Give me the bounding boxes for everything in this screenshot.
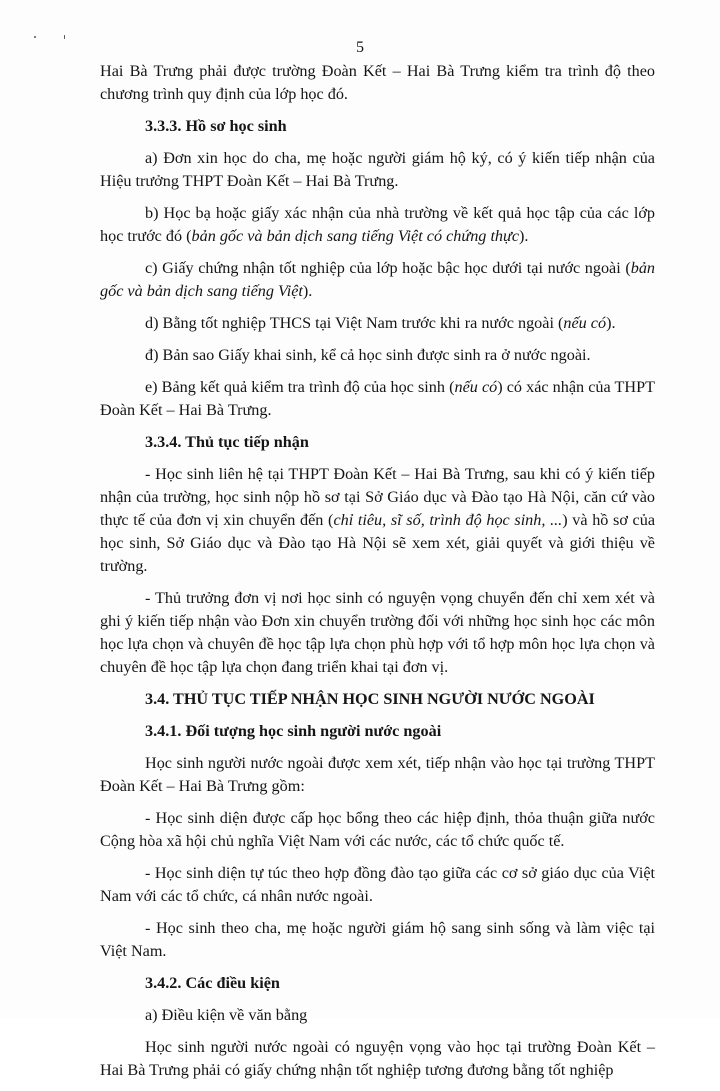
paragraph: Học sinh người nước ngoài có nguyện vọng vào học tại trường Đoàn Kết – Hai Bà Trưng phải có giấy chứng nhận tốt nghiệp tương đương bằng tốt nghiệp — [100, 1038, 655, 1079]
paragraph: a) Đơn xin học do cha, mẹ hoặc người giám hộ ký, có ý kiến tiếp nhận của Hiệu trưởng THPT Đoàn Kết – Hai Bà Trưng. — [100, 149, 655, 190]
paragraph: c) Giấy chứng nhận tốt nghiệp của lớp hoặc bậc học dưới tại nước ngoài (bản gốc và bản dịch sang tiếng Việt). — [100, 259, 655, 300]
section-heading: 3.4. THỦ TỤC TIẾP NHẬN HỌC SINH NGƯỜI NƯỚC NGOÀI — [145, 690, 595, 708]
paragraph: d) Bằng tốt nghiệp THCS tại Việt Nam trước khi ra nước ngoài (nếu có). — [145, 314, 616, 332]
scan-speck — [64, 35, 65, 39]
section-heading: 3.4.1. Đối tượng học sinh người nước ngoài — [145, 722, 442, 740]
section-heading: 3.3.3. Hồ sơ học sinh — [145, 117, 287, 135]
page-number: 5 — [356, 39, 364, 56]
paragraph: e) Bảng kết quả kiểm tra trình độ của học sinh (nếu có) có xác nhận của THPT Đoàn Kết – Hai Bà Trưng. — [100, 378, 655, 419]
paragraph: a) Điều kiện về văn bằng — [145, 1006, 308, 1024]
section-heading: 3.4.2. Các điều kiện — [145, 974, 280, 992]
paragraph: - Học sinh diện tự túc theo hợp đồng đào tạo giữa các cơ sở giáo dục của Việt Nam với các tổ chức, cá nhân nước ngoài. — [100, 864, 655, 905]
section-heading: 3.3.4. Thủ tục tiếp nhận — [145, 433, 309, 451]
paragraph: đ) Bản sao Giấy khai sinh, kể cả học sinh được sinh ra ở nước ngoài. — [145, 346, 591, 364]
paragraph: Hai Bà Trưng phải được trường Đoàn Kết – Hai Bà Trưng kiểm tra trình độ theo chương trình quy định của lớp học đó. — [100, 62, 655, 103]
paragraph: b) Học bạ hoặc giấy xác nhận của nhà trường về kết quả học tập của các lớp học trước đó (bản gốc và bản dịch sang tiếng Việt có chứng thực). — [100, 204, 655, 245]
scan-speck — [34, 36, 36, 38]
paragraph: - Học sinh liên hệ tại THPT Đoàn Kết – Hai Bà Trưng, sau khi có ý kiến tiếp nhận của trường, học sinh nộp hồ sơ tại Sở Giáo dục và Đào tạo Hà Nội, căn cứ vào thực tế của đơn vị xin chuyển đến (chỉ tiêu, sĩ số, trình độ học sinh, ...) và hồ sơ của học sinh, Sở Giáo dục và Đào tạo Hà Nội sẽ xem xét, giải quyết và giới thiệu về trường. — [100, 465, 656, 575]
paragraph: - Học sinh theo cha, mẹ hoặc người giám hộ sang sinh sống và làm việc tại Việt Nam. — [100, 919, 655, 960]
paragraph: - Thủ trưởng đơn vị nơi học sinh có nguyện vọng chuyển đến chỉ xem xét và ghi ý kiến tiếp nhận vào Đơn xin chuyển trường đối với những học sinh học các môn học lựa chọn và chuyên đề học tập lựa chọn phù hợp với tổ hợp môn học lựa chọn và chuyên đề học tập lựa chọn đang triển khai tại đơn vị. — [100, 589, 655, 676]
paragraph: Học sinh người nước ngoài được xem xét, tiếp nhận vào học tại trường THPT Đoàn Kết – Hai Bà Trưng gồm: — [100, 754, 655, 795]
paragraph: - Học sinh diện được cấp học bổng theo các hiệp định, thỏa thuận giữa nước Cộng hòa xã hội chủ nghĩa Việt Nam với các nước, các tổ chức quốc tế. — [100, 809, 655, 850]
document-body — [100, 60, 655, 1091]
